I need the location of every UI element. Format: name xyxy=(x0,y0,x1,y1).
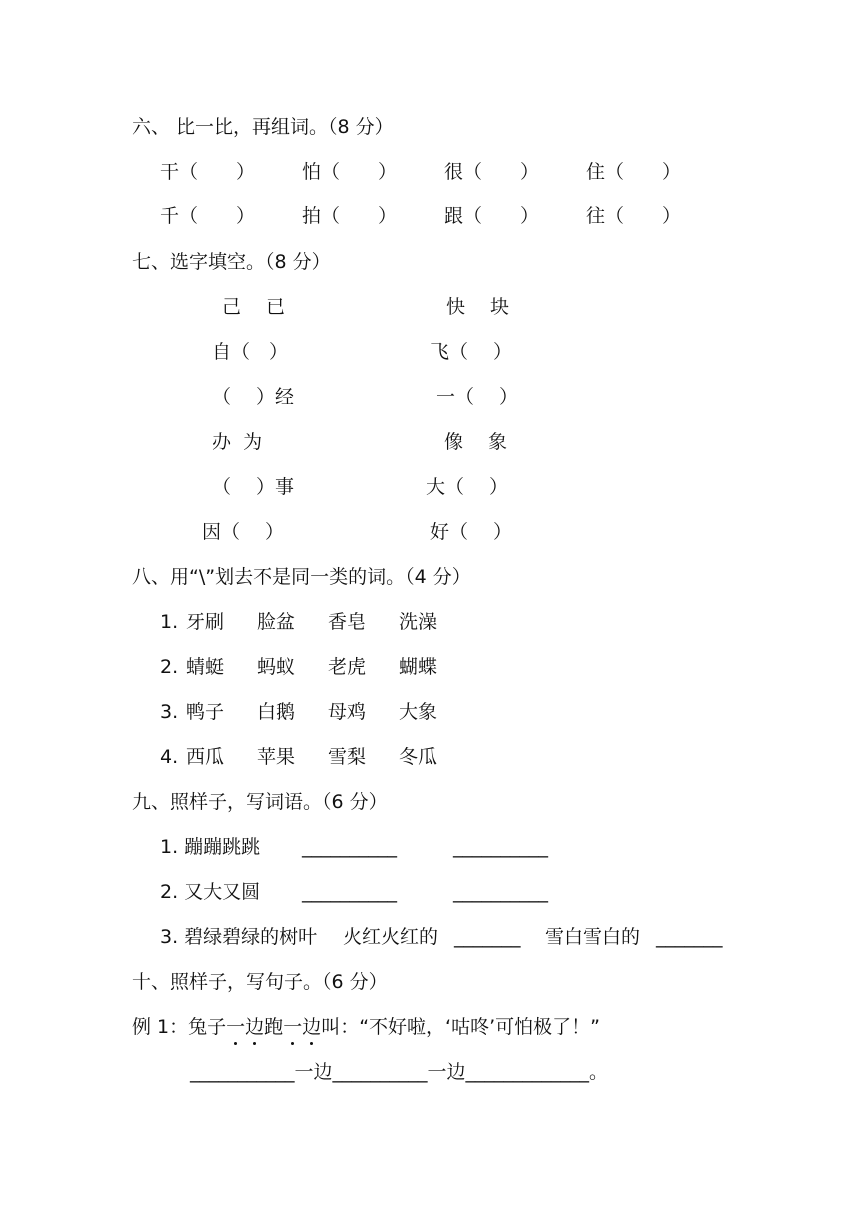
word: 洗澡 xyxy=(399,611,438,633)
compare-item: 怕（ ） xyxy=(302,161,398,183)
sentence-fill-line xyxy=(190,1060,608,1084)
section-8-heading: 八、用“\”划去不是同一类的词。（4 分） xyxy=(132,566,471,588)
list-item-number: 2. xyxy=(160,656,179,678)
example-suffix: 叫：“不好啦，‘咕咚’可怕极了！” xyxy=(321,1016,600,1038)
word: 牙刷 xyxy=(186,611,225,633)
answer-blank[interactable]: __________ xyxy=(332,1061,428,1083)
word: 蝴蝶 xyxy=(399,656,438,678)
sentence-end: 。 xyxy=(589,1061,609,1083)
fill-item: 一（ ） xyxy=(436,386,519,408)
fill-item: 飞（ ） xyxy=(430,341,513,363)
answer-blank[interactable]: _____________ xyxy=(465,1061,590,1083)
word: 老虎 xyxy=(328,656,367,678)
char-pair: 办 为 xyxy=(212,431,263,453)
compare-item: 跟（ ） xyxy=(444,205,540,227)
char-pair: 己 已 xyxy=(222,296,286,318)
emphasis-dot xyxy=(253,1042,256,1045)
emphasis-char: 一 xyxy=(226,1015,245,1039)
char-pair: 像 象 xyxy=(444,431,508,453)
section-6-heading: 六、 比一比，再组词。（8 分） xyxy=(132,116,394,138)
example-word: 1. 蹦蹦跳跳 xyxy=(160,836,261,858)
prompt-phrase: 火红火红的 xyxy=(343,926,439,948)
word: 冬瓜 xyxy=(399,746,438,768)
list-item-number: 4. xyxy=(160,746,179,768)
fill-item: 自（ ） xyxy=(212,341,289,363)
word: 蜻蜓 xyxy=(186,656,225,678)
fill-item: 好（ ） xyxy=(430,521,513,543)
answer-blank[interactable]: ___________ xyxy=(190,1061,295,1083)
word: 蚂蚁 xyxy=(257,656,296,678)
section-10-heading: 十、照样子，写句子。（6 分） xyxy=(132,971,388,993)
example-word: 2. 又大又圆 xyxy=(160,881,261,903)
compare-item: 很（ ） xyxy=(444,161,540,183)
emphasis-dot xyxy=(310,1042,313,1045)
answer-blank[interactable]: __________ xyxy=(302,836,397,858)
example-prefix: 例 1：兔子 xyxy=(132,1016,227,1038)
list-item-number: 1. xyxy=(160,611,179,633)
char-pair: 快 块 xyxy=(446,296,510,318)
compare-item: 往（ ） xyxy=(586,205,682,227)
list-item-number: 3. xyxy=(160,701,179,723)
answer-blank[interactable]: __________ xyxy=(453,881,548,903)
compare-item: 千（ ） xyxy=(160,205,256,227)
answer-blank[interactable]: _______ xyxy=(454,926,521,948)
word: 雪梨 xyxy=(328,746,367,768)
fill-item: 大（ ） xyxy=(426,476,509,498)
word: 西瓜 xyxy=(186,746,225,768)
fill-item: 因（ ） xyxy=(202,521,285,543)
answer-blank[interactable]: __________ xyxy=(302,881,397,903)
fill-item: （ ）事 xyxy=(212,476,295,498)
emphasis-char: 边 xyxy=(245,1015,264,1039)
fill-item: （ ）经 xyxy=(212,386,295,408)
word: 大象 xyxy=(399,701,438,723)
word: 脸盆 xyxy=(257,611,296,633)
answer-blank[interactable]: __________ xyxy=(453,836,548,858)
answer-blank[interactable]: _______ xyxy=(656,926,723,948)
emphasis-dot xyxy=(291,1042,294,1045)
word: 鸭子 xyxy=(186,701,225,723)
compare-item: 拍（ ） xyxy=(302,205,398,227)
prompt-phrase: 雪白雪白的 xyxy=(545,926,641,948)
emphasis-char: 边 xyxy=(302,1015,321,1039)
emphasis-char: 一 xyxy=(283,1015,302,1039)
fill-word: 一边 xyxy=(427,1061,466,1083)
compare-item: 住（ ） xyxy=(586,161,682,183)
section-9-heading: 九、照样子，写词语。（6 分） xyxy=(132,791,388,813)
word: 白鹅 xyxy=(257,701,296,723)
word: 苹果 xyxy=(257,746,296,768)
section-7-heading: 七、选字填空。（8 分） xyxy=(132,251,331,273)
word: 香皂 xyxy=(328,611,367,633)
example-phrase: 3. 碧绿碧绿的树叶 xyxy=(160,926,318,948)
fill-word: 一边 xyxy=(294,1061,333,1083)
word: 母鸡 xyxy=(328,701,367,723)
example-verb: 跑 xyxy=(264,1016,284,1038)
compare-item: 干（ ） xyxy=(160,161,256,183)
emphasis-dot xyxy=(234,1042,237,1045)
example-sentence xyxy=(132,1015,600,1039)
